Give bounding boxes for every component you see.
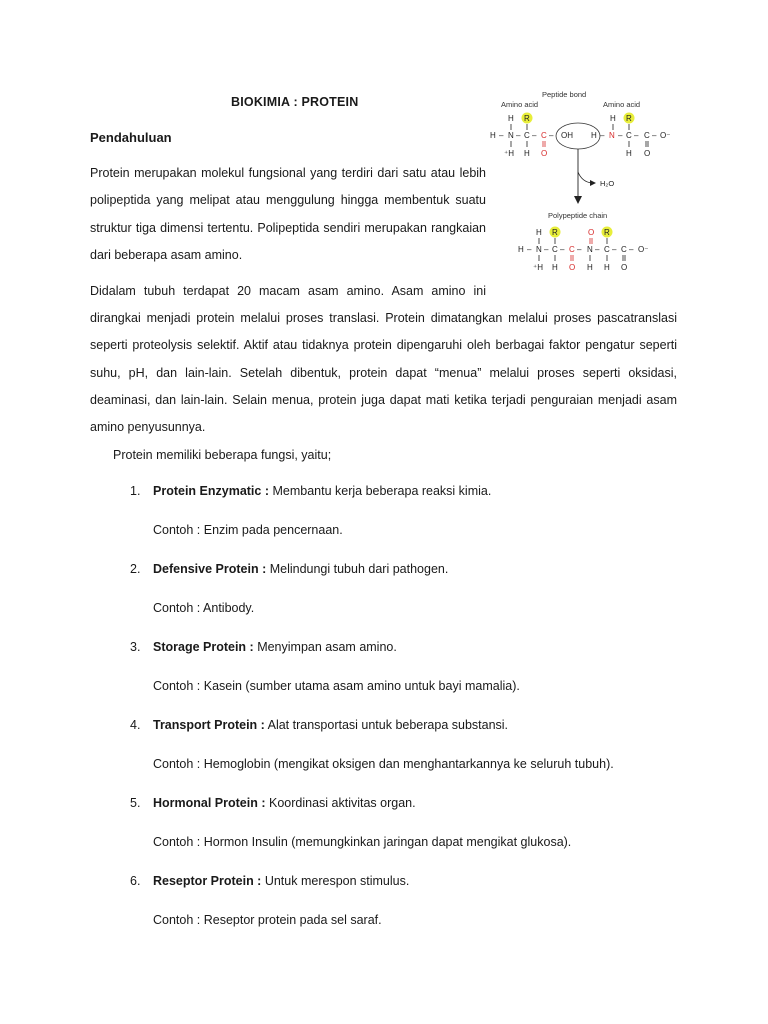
peptide-bond-label: Peptide bond [542,90,587,99]
svg-text:–: – [600,131,605,140]
function-term: Defensive Protein : [153,562,267,576]
list-number: 2. [130,562,141,576]
function-description: Menyimpan asam amino. [253,640,397,654]
svg-text:O: O [644,149,651,158]
svg-text:–: – [577,245,582,254]
svg-text:H: H [518,245,524,254]
document-title: BIOKIMIA : PROTEIN [231,95,359,109]
polypeptide-chain-label: Polypeptide chain [548,211,608,220]
svg-text:H: H [591,131,597,140]
function-description: Untuk merespon stimulus. [261,874,410,888]
svg-text:O⁻: O⁻ [660,131,671,140]
svg-text:–: – [544,245,549,254]
svg-text:–: – [527,245,532,254]
function-description: Alat transportasi untuk beberapa substansi. [264,718,509,732]
svg-text:C: C [621,245,627,254]
svg-text:–: – [634,131,639,140]
svg-text:–: – [560,245,565,254]
svg-text:–: – [652,131,657,140]
svg-text:N: N [536,245,542,254]
svg-text:–: – [549,131,554,140]
svg-text:N: N [587,245,593,254]
arrow-down-icon [574,196,582,204]
svg-text:C: C [541,131,547,140]
svg-text:C: C [552,245,558,254]
svg-text:⁺H: ⁺H [533,263,543,272]
intro-line: struktur tiga dimensi tertentu. Polipeptida sendiri merupakan [90,220,427,235]
function-term: Storage Protein : [153,640,254,654]
list-number: 3. [130,640,141,654]
function-term: Protein Enzymatic : [153,484,269,498]
r-group-label: R [604,228,610,237]
svg-text:H: H [490,131,496,140]
paragraph-2-first-line: Didalam tubuh terdapat 20 macam asam amino. Asam amino ini [90,284,486,298]
svg-text:O: O [541,149,548,158]
r-group-label: R [552,228,558,237]
peptide-bond-diagram [486,86,686,282]
function-description: Koordinasi aktivitas organ. [265,796,416,810]
intro-line: Protein merupakan molekul fungsional yang terdiri dari satu atau lebih [90,166,486,180]
amino-acid-left-label: Amino acid [501,100,539,109]
svg-text:O: O [569,263,576,272]
list-number: 4. [130,718,141,732]
svg-text:C: C [626,131,632,140]
svg-text:C: C [524,131,530,140]
svg-text:H: H [610,114,616,123]
svg-text:N: N [609,131,615,140]
svg-text:O: O [621,263,628,272]
svg-text:O: O [588,228,595,237]
intro-paragraph [90,160,486,269]
functions-intro: Protein memiliki beberapa fungsi, yaitu; [113,448,332,462]
function-example: Contoh : Reseptor protein pada sel saraf. [153,913,382,927]
svg-text:H: H [524,149,530,158]
function-term: Transport Protein : [153,718,265,732]
svg-text:H: H [604,263,610,272]
r-group-label: R [524,114,530,123]
svg-text:H: H [552,263,558,272]
intro-line: rangkaian dari beberapa asam amino. [90,220,487,262]
svg-text:–: – [499,131,504,140]
amino-acid-right-label: Amino acid [603,100,641,109]
svg-text:–: – [532,131,537,140]
arrow-right-icon [590,180,596,186]
section-heading: Pendahuluan [90,130,172,145]
product-structure [518,228,648,272]
svg-text:C: C [644,131,650,140]
svg-text:–: – [612,245,617,254]
function-example: Contoh : Kasein (sumber utama asam amino untuk bayi mamalia). [153,679,520,693]
svg-text:C: C [604,245,610,254]
paragraph-2-body: dirangkai menjadi protein melalui proses translasi. Protein dimatangkan melalui proses pascatranslasi seperti proteolysis selektif. Aktif atau tidaknya protein dipengaruhi oleh berbagai faktor pengatur seperti suhu, pH, dan lain-lain. Setelah dibentuk, protein dapat “menua” melalui proses seperti oksidasi, deaminasi, dan lain-lain. Selain menua, protein juga dapat mati ketika terjadi penguraian menjadi asam amino penyusunnya. [90,311,677,435]
function-example: Contoh : Hormon Insulin (memungkinkan jaringan dapat mengikat glukosa). [153,835,572,849]
svg-text:O⁻: O⁻ [638,245,649,254]
svg-text:–: – [618,131,623,140]
svg-text:H: H [536,228,542,237]
r-group-label: R [626,114,632,123]
svg-text:–: – [629,245,634,254]
function-description: Melindungi tubuh dari pathogen. [266,562,449,576]
svg-text:OH: OH [561,131,573,140]
function-description: Membantu kerja beberapa reaksi kimia. [269,484,492,498]
function-example: Contoh : Antibody. [153,601,255,615]
svg-text:H: H [508,114,514,123]
svg-text:H: H [587,263,593,272]
svg-text:N: N [508,131,514,140]
svg-text:C: C [569,245,575,254]
reactant-structures [490,114,670,158]
function-example: Contoh : Hemoglobin (mengikat oksigen dan menghantarkannya ke seluruh tubuh). [153,757,614,771]
svg-text:H: H [626,149,632,158]
svg-text:–: – [595,245,600,254]
list-number: 6. [130,874,141,888]
function-term: Hormonal Protein : [153,796,266,810]
function-term: Reseptor Protein : [153,874,262,888]
function-example: Contoh : Enzim pada pencernaan. [153,523,343,537]
list-number: 1. [130,484,141,498]
water-label: H₂O [600,179,615,188]
svg-text:⁺H: ⁺H [504,149,514,158]
list-number: 5. [130,796,141,810]
intro-line: polipeptida yang melipat atau menggulung hingga membentuk suatu [90,193,486,208]
svg-text:–: – [516,131,521,140]
